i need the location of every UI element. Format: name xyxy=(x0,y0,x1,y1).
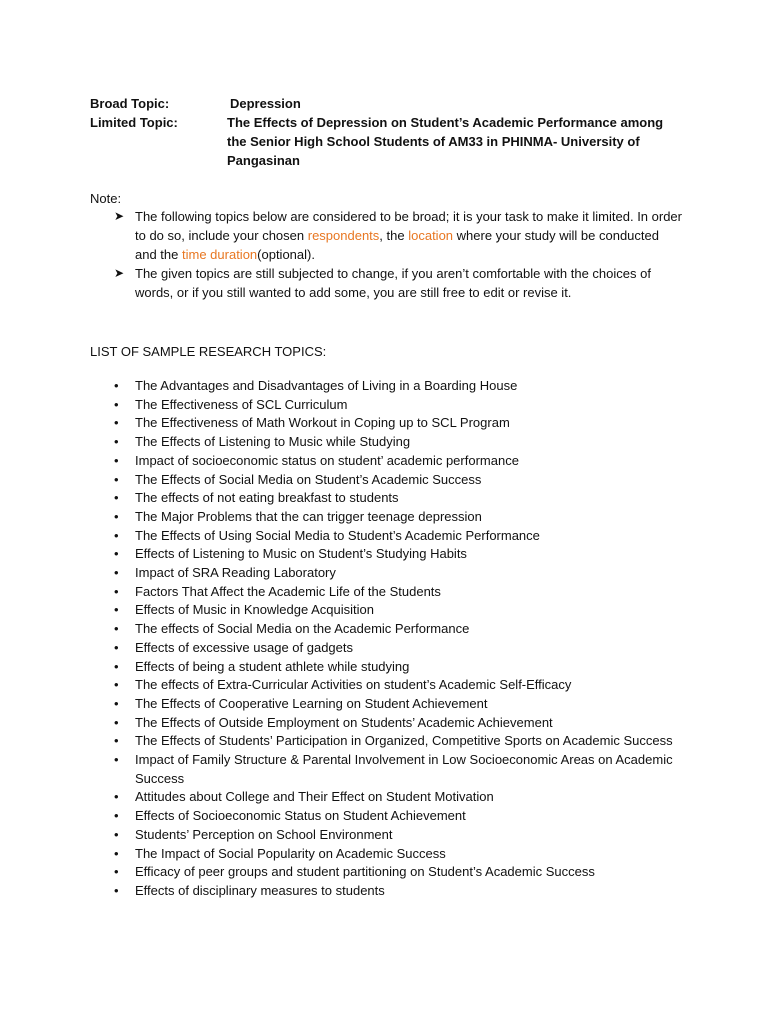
limited-topic-row xyxy=(90,113,677,170)
note-text-part: (optional). xyxy=(257,247,315,262)
dot-bullet-icon: • xyxy=(114,639,119,655)
list-item xyxy=(114,377,674,396)
dot-bullet-icon: • xyxy=(114,508,119,524)
topic-text: The Effectiveness of Math Workout in Coping up to SCL Program xyxy=(135,415,510,431)
topic-text: Effects of Listening to Music on Student’s Studying Habits xyxy=(135,546,467,562)
note-text-part: where your study will be conducted and the xyxy=(135,228,659,262)
dot-bullet-icon: • xyxy=(114,546,119,562)
topic-text: The Effects of Social Media on Student’s Academic Success xyxy=(135,471,482,487)
dot-bullet-icon: • xyxy=(114,471,119,487)
topic-text: The Advantages and Disadvantages of Living in a Boarding House xyxy=(135,378,518,393)
list-item xyxy=(114,620,674,639)
dot-bullet-icon: • xyxy=(114,527,119,543)
note-text: The given topics are still subjected to change, if you aren’t comfortable with the choices of words, or if you still wanted to add some, you are still free to edit or revise it. xyxy=(135,266,651,300)
topic-text: Impact of SRA Reading Laboratory xyxy=(135,565,336,581)
dot-bullet-icon: • xyxy=(114,864,119,880)
topic-text: Effects of disciplinary measures to students xyxy=(135,882,385,898)
note-text-part: The following topics below are considered to be broad; it is your task to make it limited. In order to do so, include your chosen xyxy=(135,209,682,243)
research-topic-list xyxy=(114,377,674,901)
dot-bullet-icon: • xyxy=(114,583,119,599)
list-item xyxy=(114,788,674,807)
list-item xyxy=(114,714,674,733)
dot-bullet-icon: • xyxy=(114,808,119,824)
list-item xyxy=(114,826,674,845)
topic-text: The Impact of Social Popularity on Academic Success xyxy=(135,845,446,861)
list-item xyxy=(114,845,674,864)
list-item xyxy=(114,471,674,490)
list-item xyxy=(114,807,674,826)
topic-text: Attitudes about College and Their Effect on Student Motivation xyxy=(135,789,494,805)
list-item xyxy=(114,527,674,546)
list-title: LIST OF SAMPLE RESEARCH TOPICS: xyxy=(90,344,327,359)
list-item xyxy=(114,882,674,901)
dot-bullet-icon: • xyxy=(114,677,119,693)
dot-bullet-icon: • xyxy=(114,752,119,768)
list-item xyxy=(114,601,674,620)
broad-topic-label: Broad Topic: xyxy=(90,96,170,111)
list-item xyxy=(114,863,674,882)
dot-bullet-icon: • xyxy=(114,452,119,468)
dot-bullet-icon: • xyxy=(114,714,119,730)
list-item xyxy=(114,545,674,564)
dot-bullet-icon: • xyxy=(114,490,119,506)
dot-bullet-icon: • xyxy=(114,565,119,581)
topic-text: The Effects of Using Social Media to Student’s Academic Performance xyxy=(135,527,540,543)
list-item xyxy=(114,452,674,471)
topic-text: The Effects of Outside Employment on Students’ Academic Achievement xyxy=(135,714,553,730)
topic-text: The Effects of Cooperative Learning on Student Achievement xyxy=(135,695,488,711)
topic-text: The Effects of Listening to Music while Studying xyxy=(135,434,411,450)
dot-bullet-icon: • xyxy=(114,378,119,393)
limited-topic-value: The Effects of Depression on Student’s Academic Performance among the Senior High School Students of AM33 in PHINMA- University of Pangasinan xyxy=(227,115,664,168)
topic-text: Effects of being a student athlete while studying xyxy=(135,658,410,674)
list-item xyxy=(114,751,674,788)
list-item xyxy=(114,414,674,433)
topic-text: Effects of Socioeconomic Status on Student Achievement xyxy=(135,808,466,824)
respondents-highlight: respondents xyxy=(307,228,380,243)
dot-bullet-icon: • xyxy=(114,658,119,674)
dot-bullet-icon: • xyxy=(114,396,119,412)
list-item xyxy=(114,658,674,677)
location-highlight: location xyxy=(408,228,454,243)
list-item xyxy=(114,433,674,452)
dot-bullet-icon: • xyxy=(114,602,119,618)
topic-text: Effects of Music in Knowledge Acquisition xyxy=(135,602,374,618)
topic-text: Efficacy of peer groups and student partitioning on Student’s Academic Success xyxy=(135,864,595,880)
arrow-bullet-icon: ➤ xyxy=(114,266,125,280)
list-item xyxy=(114,639,674,658)
note-item xyxy=(114,207,684,264)
list-item xyxy=(114,564,674,583)
topic-text: Students’ Perception on School Environment xyxy=(135,826,393,842)
topic-text: The effects of Social Media on the Academic Performance xyxy=(135,621,470,637)
note-list xyxy=(114,207,684,302)
dot-bullet-icon: • xyxy=(114,826,119,842)
topic-text: The effects of not eating breakfast to students xyxy=(135,490,399,506)
topic-text: The Major Problems that the can trigger teenage depression xyxy=(135,508,482,524)
list-item xyxy=(114,676,674,695)
list-item xyxy=(114,489,674,508)
dot-bullet-icon: • xyxy=(114,845,119,861)
topic-text: The Effectiveness of SCL Curriculum xyxy=(135,396,348,412)
broad-topic-value: Depression xyxy=(230,96,301,111)
note-text-part: , the xyxy=(379,228,409,243)
time-duration-highlight: time duration xyxy=(182,247,258,262)
topic-text: Effects of excessive usage of gadgets xyxy=(135,639,354,655)
topic-text: Impact of Family Structure & Parental Involvement in Low Socioeconomic Areas on Academic Success xyxy=(135,752,673,786)
topic-text: The effects of Extra-Curricular Activities on student’s Academic Self-Efficacy xyxy=(135,677,572,693)
note-item xyxy=(114,264,684,302)
dot-bullet-icon: • xyxy=(114,789,119,805)
dot-bullet-icon: • xyxy=(114,434,119,450)
dot-bullet-icon: • xyxy=(114,415,119,431)
dot-bullet-icon: • xyxy=(114,621,119,637)
arrow-bullet-icon: ➤ xyxy=(114,209,125,223)
list-item xyxy=(114,695,674,714)
dot-bullet-icon: • xyxy=(114,733,119,749)
list-item xyxy=(114,732,674,751)
topic-text: Factors That Affect the Academic Life of the Students xyxy=(135,583,441,599)
broad-topic-row xyxy=(90,94,680,113)
list-item xyxy=(114,396,674,415)
dot-bullet-icon: • xyxy=(114,882,119,898)
topic-text: Impact of socioeconomic status on student’ academic performance xyxy=(135,452,519,468)
note-label: Note: xyxy=(90,191,122,206)
list-item xyxy=(114,508,674,527)
list-item xyxy=(114,583,674,602)
limited-topic-label: Limited Topic: xyxy=(90,115,178,130)
dot-bullet-icon: • xyxy=(114,695,119,711)
topic-text: The Effects of Students’ Participation in Organized, Competitive Sports on Academic Success xyxy=(135,733,673,749)
